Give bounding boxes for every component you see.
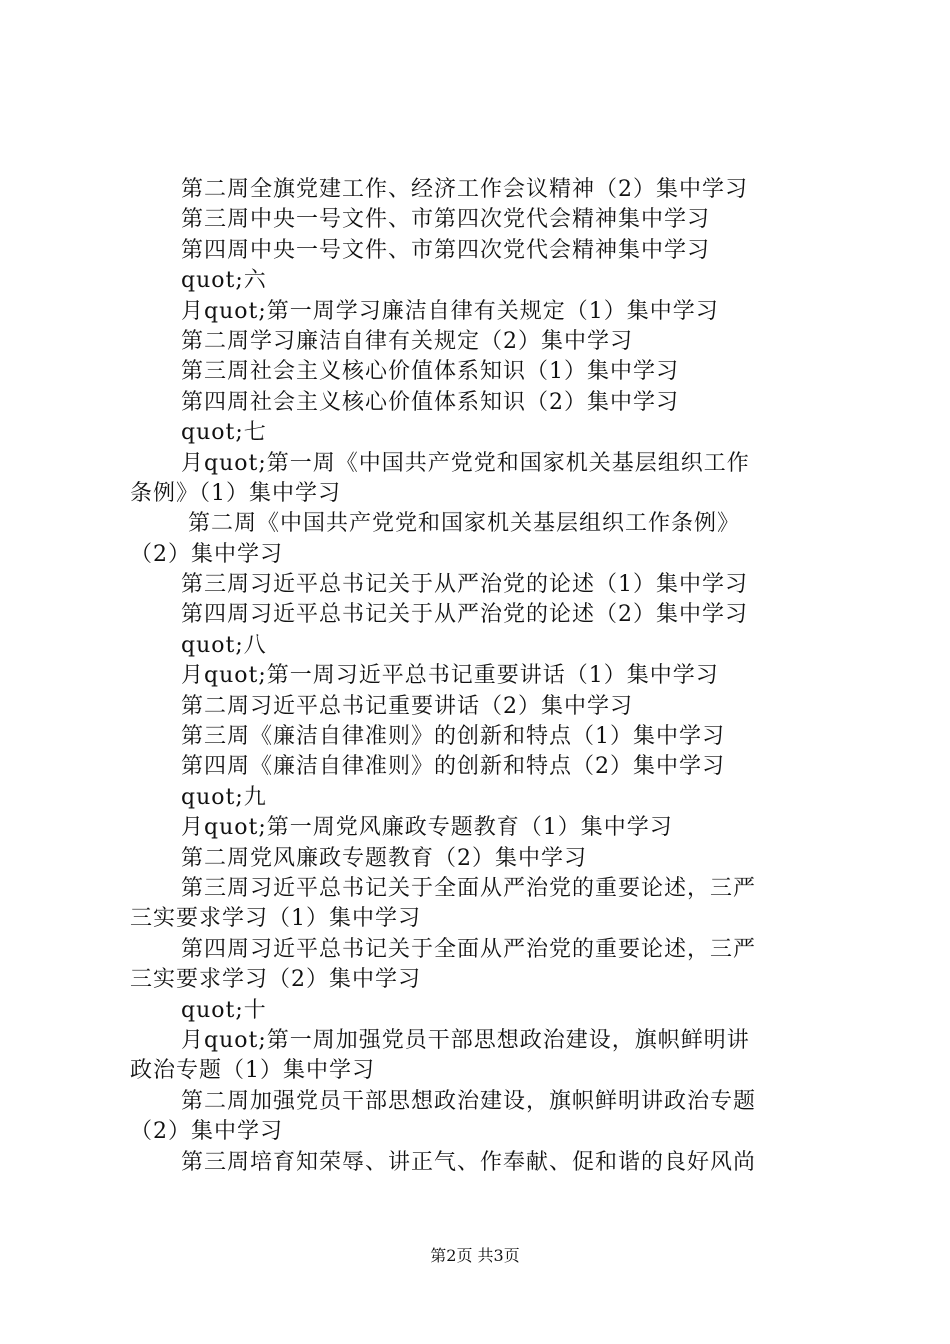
text-line: 第二周加强党员干部思想政治建设，旗帜鲜明讲政治专题 [181,1088,757,1114]
text-line: 第三周习近平总书记关于全面从严治党的重要论述，三严 [181,875,757,901]
text-line: 月quot;第一周党风廉政专题教育（1）集中学习 [181,815,673,841]
text-line: quot;八 [181,632,267,658]
document-body [130,175,830,1178]
text-line: 第二周党风廉政专题教育（2）集中学习 [181,845,587,871]
text-line: 第三周培育知荣辱、讲正气、作奉献、促和谐的良好风尚 [181,1149,757,1175]
text-line: quot;六 [181,268,267,294]
text-line: 月quot;第一周《中国共产党党和国家机关基层组织工作 [181,450,750,476]
text-line: 三实要求学习（2）集中学习 [130,967,421,993]
text-line: 三实要求学习（1）集中学习 [130,906,421,932]
text-line: 第二周《中国共产党党和国家机关基层组织工作条例》 [188,511,741,537]
text-line: （2）集中学习 [130,541,283,567]
text-line: 第三周习近平总书记关于从严治党的论述（1）集中学习 [181,572,748,598]
text-line: quot;九 [181,784,267,810]
text-line: 第四周社会主义核心价值体系知识（2）集中学习 [181,389,679,415]
text-line: 第三周社会主义核心价值体系知识（1）集中学习 [181,359,679,385]
text-line: 月quot;第一周学习廉洁自律有关规定（1）集中学习 [181,298,719,324]
text-line: 第二周全旗党建工作、经济工作会议精神（2）集中学习 [181,177,748,202]
text-line: 第二周学习廉洁自律有关规定（2）集中学习 [181,328,633,354]
text-line: 政治专题（1）集中学习 [130,1058,375,1084]
text-line: 第三周中央一号文件、市第四次党代会精神集中学习 [181,207,711,233]
text-line: 第三周《廉洁自律准则》的创新和特点（1）集中学习 [181,724,725,750]
text-line: 第四周习近平总书记关于从严治党的论述（2）集中学习 [181,602,748,628]
text-line: 第四周《廉洁自律准则》的创新和特点（2）集中学习 [181,754,725,780]
page-footer: 第2页 共3页 [430,1246,520,1265]
text-line: 第四周习近平总书记关于全面从严治党的重要论述，三严 [181,936,757,962]
text-line: 月quot;第一周加强党员干部思想政治建设，旗帜鲜明讲 [181,1027,750,1053]
text-line: quot;十 [181,997,267,1023]
text-line: quot;七 [181,420,267,446]
text-line: 第四周中央一号文件、市第四次党代会精神集中学习 [181,237,711,263]
text-line: 月quot;第一周习近平总书记重要讲话（1）集中学习 [181,663,719,689]
text-line: （2）集中学习 [130,1119,283,1145]
text-line: 条例》（1）集中学习 [130,480,341,506]
text-line: 第二周习近平总书记重要讲话（2）集中学习 [181,693,633,719]
